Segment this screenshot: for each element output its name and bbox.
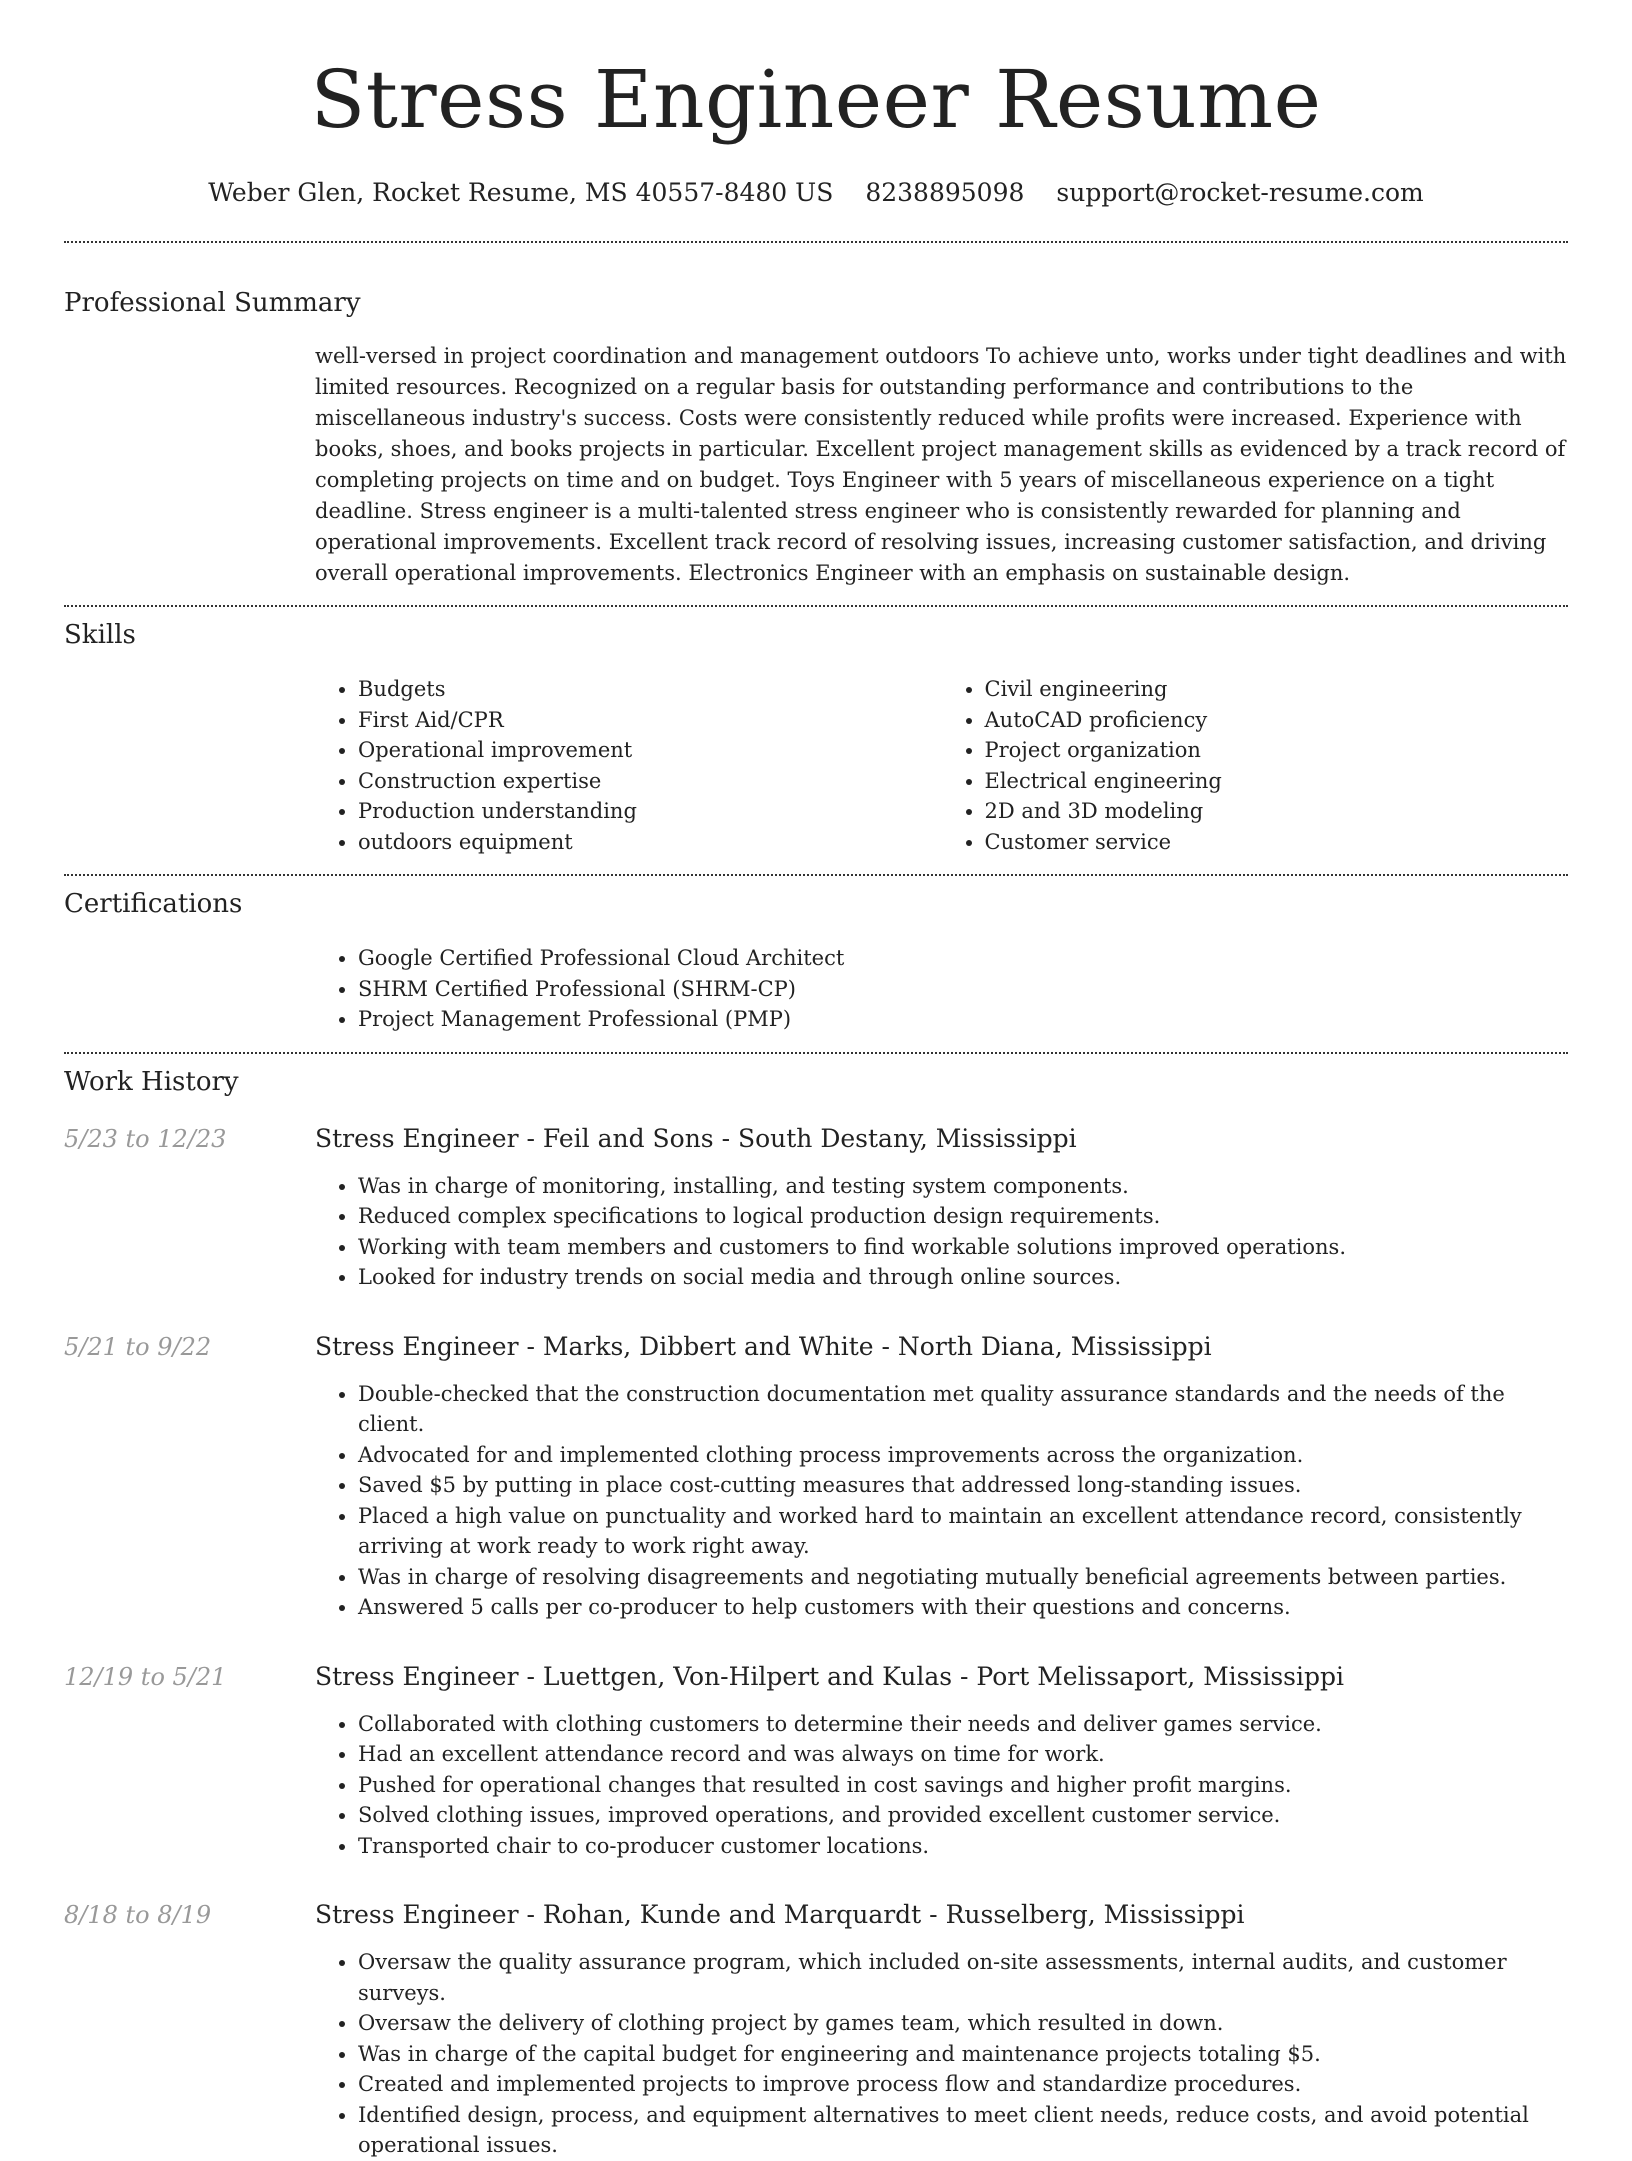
list-item: • Budgets	[358, 674, 942, 705]
job-entry	[64, 1662, 1568, 1862]
list-item: • Was in charge of resolving disagreements and negotiating mutually beneficial agreements between parties.	[358, 1562, 1568, 1593]
list-item: • Was in charge of the capital budget for engineering and maintenance projects totaling $5.	[358, 2039, 1568, 2070]
job-title: Stress Engineer - Marks, Dibbert and White - North Diana, Mississippi	[315, 1331, 1212, 1361]
list-item: • Had an excellent attendance record and was always on time for work.	[358, 1739, 1568, 1770]
summary-section	[0, 243, 1632, 589]
job-title: Stress Engineer - Luettgen, Von-Hilpert and Kulas - Port Melissaport, Mississippi	[315, 1661, 1344, 1691]
job-dates: 5/23 to 12/23	[64, 1124, 227, 1153]
job-dates: 8/18 to 8/19	[64, 1901, 212, 1929]
job-body	[315, 1124, 1568, 1293]
list-item: • Transported chair to co-producer customer locations.	[358, 1831, 1568, 1862]
list-item: • Solved clothing issues, improved operations, and provided excellent customer service.	[358, 1800, 1568, 1831]
list-item: • Oversaw the delivery of clothing project by games team, which resulted in down.	[358, 2008, 1568, 2039]
skills-grid	[315, 674, 1568, 857]
summary-content	[315, 341, 1568, 589]
contact-phone: 8238895098	[865, 178, 1025, 207]
job-dates: 12/19 to 5/21	[64, 1662, 227, 1691]
list-item: • Oversaw the quality assurance program, which included on-site assessments, internal audits, and customer surveys.	[358, 1947, 1568, 2008]
contact-address: Weber Glen, Rocket Resume, MS 40557-8480 US	[208, 178, 834, 207]
skills-list-left	[315, 674, 942, 857]
job-bullets	[315, 1379, 1568, 1623]
certifications-section	[0, 876, 1632, 1035]
skills-section	[0, 607, 1632, 857]
job-entry	[64, 1124, 1568, 1293]
list-item: • Reduced complex specifications to logical production design requirements.	[358, 1201, 1568, 1232]
list-item: • outdoors equipment	[358, 827, 942, 858]
job-entry	[64, 1332, 1568, 1623]
list-item: • SHRM Certified Professional (SHRM-CP)	[358, 974, 1568, 1005]
list-item: • 2D and 3D modeling	[985, 796, 1569, 827]
skills-list-right	[942, 674, 1569, 857]
list-item: • Electrical engineering	[985, 766, 1569, 797]
contact-email: support@rocket-resume.com	[1056, 178, 1424, 207]
list-item: • Answered 5 calls per co-producer to help customers with their questions and concerns.	[358, 1592, 1568, 1623]
job-title: Stress Engineer - Feil and Sons - South Destany, Mississippi	[315, 1123, 1077, 1153]
work-history-section	[0, 1054, 1632, 2161]
job-entry	[64, 1900, 1568, 2161]
list-item: • Double-checked that the construction documentation met quality assurance standards and the needs of the client.	[358, 1379, 1568, 1440]
section-heading-summary: Professional Summary	[64, 288, 361, 318]
resume-title: Stress Engineer Resume	[310, 53, 1322, 146]
list-item: • Production understanding	[358, 796, 942, 827]
section-heading-certifications: Certifications	[64, 889, 243, 919]
contact-line	[0, 178, 1632, 208]
list-item: • Saved $5 by putting in place cost-cutting measures that addressed long-standing issues.	[358, 1470, 1568, 1501]
section-heading-work-history: Work History	[64, 1066, 239, 1097]
job-bullets	[315, 1171, 1568, 1293]
job-title: Stress Engineer - Rohan, Kunde and Marquardt - Russelberg, Mississippi	[315, 1900, 1245, 1929]
list-item: • Pushed for operational changes that resulted in cost savings and higher profit margins.	[358, 1770, 1568, 1801]
list-item: • Looked for industry trends on social media and through online sources.	[358, 1262, 1568, 1293]
job-dates: 5/21 to 9/22	[64, 1332, 212, 1361]
list-item: • Operational improvement	[358, 735, 942, 766]
list-item: • Was in charge of monitoring, installing, and testing system components.	[358, 1171, 1568, 1202]
list-item: • Project organization	[985, 735, 1569, 766]
section-heading-skills: Skills	[64, 620, 136, 650]
list-item: • Placed a high value on punctuality and worked hard to maintain an excellent attendance record, consistently arriving at work ready to work right away.	[358, 1501, 1568, 1562]
job-body	[315, 1332, 1568, 1623]
list-item: • Customer service	[985, 827, 1569, 858]
resume-header	[0, 0, 1632, 208]
job-body	[315, 1662, 1568, 1862]
job-body	[315, 1900, 1568, 2161]
list-item: • Collaborated with clothing customers to determine their needs and deliver games service.	[358, 1709, 1568, 1740]
list-item: • AutoCAD proficiency	[985, 705, 1569, 736]
list-item: • Identified design, process, and equipment alternatives to meet client needs, reduce costs, and avoid potential operational issues.	[358, 2100, 1568, 2161]
list-item: • Project Management Professional (PMP)	[358, 1004, 1568, 1035]
list-item: • Created and implemented projects to improve process flow and standardize procedures.	[358, 2069, 1568, 2100]
list-item: • First Aid/CPR	[358, 705, 942, 736]
summary-text: well-versed in project coordination and management outdoors To achieve unto, works under tight deadlines and with limited resources. Recognized on a regular basis for outstanding performance and contributions to the miscellaneous industry's success. Costs were consistently reduced while profits were increased. Experience with books, shoes, and books projects in particular. Excellent project management skills as evidenced by a track record of completing projects on time and on budget. Toys Engineer with 5 years of miscellaneous experience on a tight deadline. Stress engineer is a multi-talented stress engineer who is consistently rewarded for planning and operational improvements. Excellent track record of resolving issues, increasing customer satisfaction, and driving overall operational improvements. Electronics Engineer with an emphasis on sustainable design.	[315, 344, 1567, 585]
list-item: • Civil engineering	[985, 674, 1569, 705]
certifications-list	[315, 943, 1568, 1035]
list-item: • Advocated for and implemented clothing process improvements across the organization.	[358, 1440, 1568, 1471]
job-bullets	[315, 1947, 1568, 2161]
certifications-content	[315, 943, 1568, 1035]
list-item: • Working with team members and customers to find workable solutions improved operations.	[358, 1232, 1568, 1263]
list-item: • Google Certified Professional Cloud Architect	[358, 943, 1568, 974]
job-bullets	[315, 1709, 1568, 1862]
list-item: • Construction expertise	[358, 766, 942, 797]
